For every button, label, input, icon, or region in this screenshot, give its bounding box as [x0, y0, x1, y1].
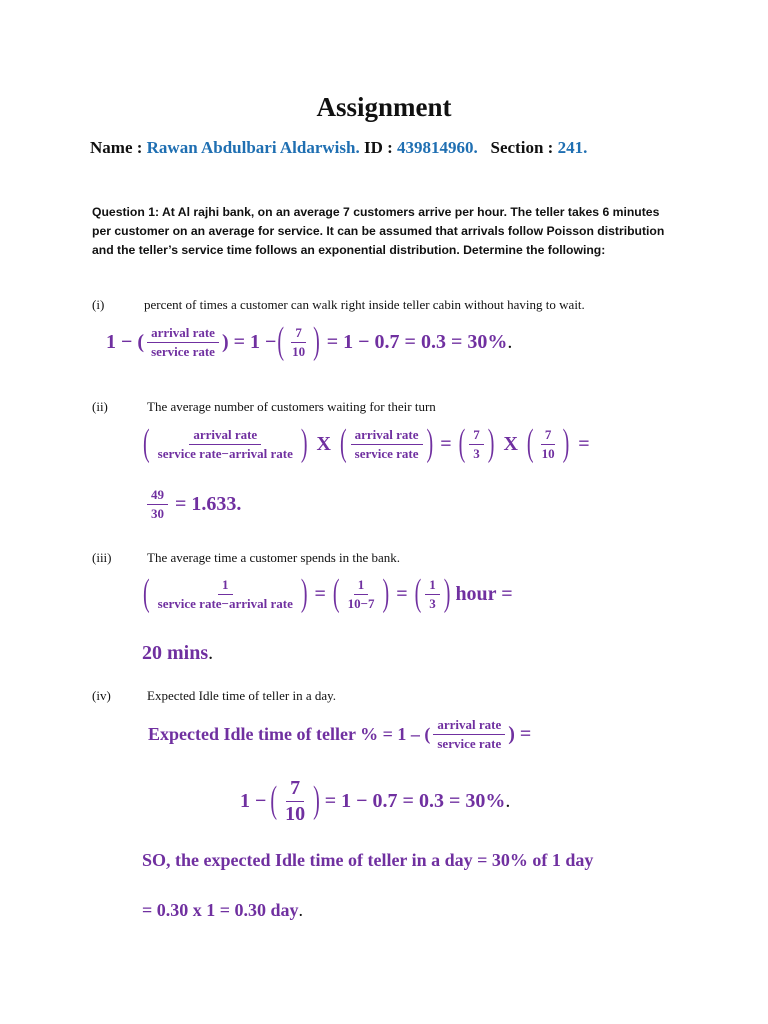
eq4-lead: 1 −	[240, 790, 267, 812]
equals-sign: =	[396, 582, 408, 605]
item-text: The average time a customer spends in the bank.	[147, 550, 401, 565]
equals-sign: =	[578, 432, 590, 455]
fraction-7-over-10	[538, 428, 559, 460]
fraction-1-over-service-minus-arrival	[154, 578, 297, 610]
id-label: ID :	[363, 138, 393, 157]
eq1-mid: ) = 1 −	[221, 330, 277, 353]
fraction-numerator: 1	[354, 578, 369, 595]
item-text: percent of times a customer can walk right inside teller cabin without having to wait.	[144, 297, 585, 312]
final-line-text: = 0.30 x 1 = 0.30 day	[142, 900, 299, 920]
eq4-tail: = 1 − 0.7 = 0.3 = 30%	[324, 790, 506, 812]
fraction-1-over-10-minus-7	[344, 578, 379, 610]
left-paren: (	[277, 320, 285, 363]
fraction-1-over-3	[425, 578, 440, 610]
section-label: Section :	[490, 138, 554, 157]
page-title: Assignment	[316, 92, 452, 122]
fraction-denominator: 3	[473, 445, 480, 461]
right-paren: )	[487, 422, 495, 465]
hour-equals: hour =	[455, 582, 513, 605]
final-line	[142, 900, 303, 921]
idle-label: Expected Idle time of teller % = 1 – (	[148, 723, 431, 744]
right-paren: )	[313, 320, 320, 363]
fraction-numerator: 7	[469, 428, 484, 445]
fraction-denominator: service rate	[151, 343, 215, 359]
right-paren: )	[300, 422, 308, 465]
equals-sign: =	[314, 582, 326, 605]
question-text: Question 1: At Al rajhi bank, on an average 7 customers arrive per hour. The teller takes 6 minutes per customer on an average for service. It can be assumed that arrivals follow Poisson distribution and the teller’s service time follows an exponential distribution. Determine the following:	[92, 205, 665, 257]
right-paren: )	[382, 572, 390, 615]
fraction-numerator: 1	[218, 578, 233, 595]
fraction-numerator: arrival rate	[189, 428, 261, 445]
fraction-denominator: 10−7	[347, 595, 375, 611]
fraction-numerator: arrival rate	[147, 326, 219, 343]
equation-4	[148, 718, 531, 750]
name-value: Rawan Abdulbari Aldarwish.	[146, 138, 360, 157]
item-number: (iii)	[92, 550, 112, 565]
left-paren: (	[339, 422, 347, 465]
left-paren: (	[458, 422, 466, 465]
equation-4-result	[240, 778, 510, 825]
fraction-denominator: service rate	[354, 445, 419, 461]
right-paren: )	[443, 572, 451, 615]
fraction-7-over-10	[281, 778, 309, 825]
times-sign: X	[316, 432, 331, 455]
left-paren: (	[270, 779, 278, 822]
name-label: Name :	[90, 138, 143, 157]
equals-sign: =	[440, 432, 452, 455]
right-paren: )	[426, 422, 434, 465]
fraction-numerator: 7	[291, 326, 306, 343]
equation-1	[106, 320, 513, 363]
fraction-denominator: service rate	[437, 735, 502, 751]
id-value: 439814960.	[397, 138, 478, 157]
equation-3	[142, 572, 513, 615]
fraction-arrival-over-service	[433, 718, 505, 750]
fraction-denominator: 3	[429, 595, 436, 611]
item-number: (ii)	[92, 399, 108, 414]
fraction-arrival-over-service	[351, 428, 423, 460]
times-sign: X	[503, 432, 518, 455]
fraction-numerator: 49	[147, 488, 168, 505]
left-paren: (	[414, 572, 422, 615]
eq1-tail: = 1 − 0.7 = 0.3 = 30%	[326, 330, 508, 353]
item-text: The average number of customers waiting for their turn	[147, 399, 436, 414]
equation-2	[142, 422, 590, 465]
fraction-7-over-3	[469, 428, 484, 460]
fraction-denominator: 10	[541, 445, 555, 461]
equation-3-result	[142, 642, 213, 665]
conclusion-line: SO, the expected Idle time of teller in a day = 30% of 1 day	[142, 850, 594, 870]
section-value: 241.	[557, 138, 588, 157]
left-paren: (	[143, 422, 150, 465]
fraction-7-over-10	[288, 326, 309, 358]
right-paren: )	[313, 779, 320, 822]
period: .	[505, 790, 511, 812]
equation-2-result	[144, 488, 241, 520]
left-paren: (	[526, 422, 534, 465]
fraction-denominator: service rate−arrival rate	[157, 445, 293, 461]
right-paren: )	[562, 422, 570, 465]
item-number: (iv)	[92, 688, 111, 703]
fraction-denominator: 10	[285, 803, 306, 825]
eq1-lead: 1 − (	[106, 330, 145, 353]
period: .	[208, 642, 214, 664]
left-paren: (	[332, 572, 340, 615]
mins-value: 20 mins	[142, 642, 209, 664]
item-number: (i)	[92, 297, 105, 312]
eq2-tail: = 1.633.	[175, 492, 242, 515]
fraction-denominator: 10	[292, 343, 306, 359]
student-info	[90, 138, 587, 158]
fraction-denominator: 30	[151, 505, 164, 521]
fraction-numerator: arrival rate	[351, 428, 423, 445]
left-paren: (	[143, 572, 150, 615]
fraction-numerator: arrival rate	[433, 718, 505, 735]
fraction-denominator: service rate−arrival rate	[157, 595, 293, 611]
item-text: Expected Idle time of teller in a day.	[147, 688, 337, 703]
right-paren: )	[300, 572, 308, 615]
fraction-49-over-30	[147, 488, 168, 520]
idle-close: ) =	[508, 722, 532, 745]
fraction-numerator: 7	[541, 428, 556, 445]
period: .	[298, 900, 304, 920]
fraction-numerator: 7	[286, 778, 304, 802]
fraction-arrival-over-service-minus-arrival	[154, 428, 297, 460]
fraction-arrival-over-service	[147, 326, 219, 358]
fraction-numerator: 1	[425, 578, 440, 595]
period: .	[507, 330, 513, 353]
